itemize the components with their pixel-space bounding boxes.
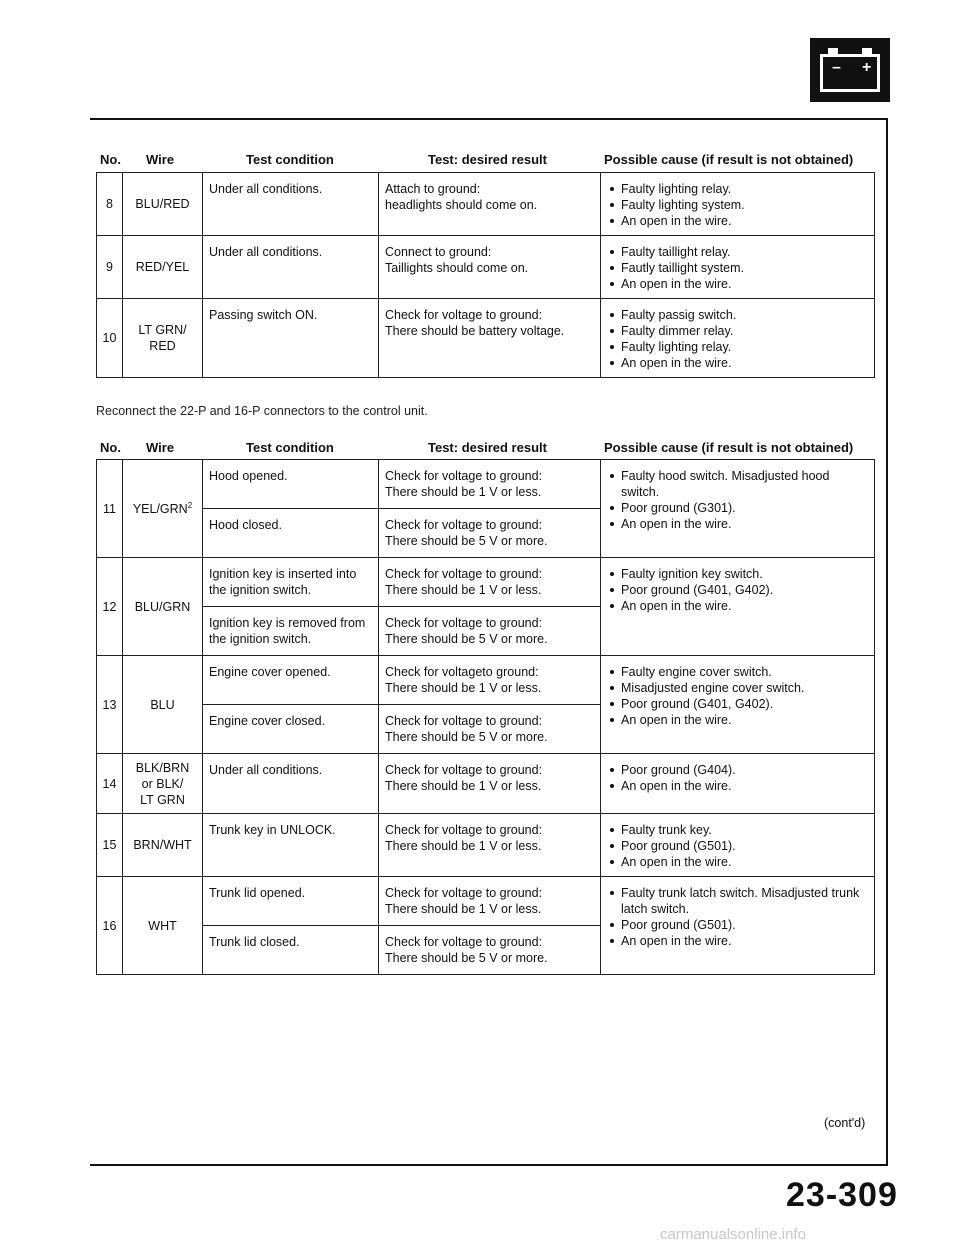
table-row: [97, 299, 875, 378]
table-row: [97, 236, 875, 299]
cause-item: An open in the wire.: [607, 933, 868, 949]
cause-item: Faulty trunk key.: [607, 822, 868, 838]
row-test-condition: Ignition key is removed from the ignition switch.: [203, 607, 379, 656]
cause-item: Faulty lighting relay.: [607, 181, 868, 197]
row-no: 10: [97, 299, 123, 378]
row-test-condition: Trunk key in UNLOCK.: [203, 814, 379, 877]
table1-header: [96, 152, 872, 172]
table-row: [97, 558, 875, 607]
cause-item: An open in the wire.: [607, 854, 868, 870]
row-possible-cause: [601, 460, 875, 558]
cause-item: An open in the wire.: [607, 213, 868, 229]
row-wire: BLK/BRN or BLK/ LT GRN: [123, 754, 203, 814]
header-possible-cause: Possible cause (if result is not obtained): [604, 152, 854, 167]
cause-item: Faulty engine cover switch.: [607, 664, 868, 680]
cause-item: Faulty passig switch.: [607, 307, 868, 323]
row-possible-cause: [601, 558, 875, 656]
header-test-condition: Test condition: [246, 152, 334, 167]
cause-item: Poor ground (G401, G402).: [607, 696, 868, 712]
row-possible-cause: [601, 236, 875, 299]
cause-item: Faulty taillight relay.: [607, 244, 868, 260]
battery-plus-icon: +: [862, 59, 872, 76]
reconnect-note: Reconnect the 22-P and 16-P connectors to the control unit.: [96, 404, 428, 418]
cause-item: An open in the wire.: [607, 712, 868, 728]
cause-item: Faulty lighting relay.: [607, 339, 868, 355]
header-wire: Wire: [146, 152, 175, 167]
row-test-condition: Passing switch ON.: [203, 299, 379, 378]
row-desired-result: Check for voltageto ground: There should be 1 V or less.: [379, 656, 601, 705]
table-row: [97, 656, 875, 705]
row-no: 9: [97, 236, 123, 299]
cause-item: Faulty lighting system.: [607, 197, 868, 213]
cause-item: Fautly taillight system.: [607, 260, 868, 276]
row-wire: BLU: [123, 656, 203, 754]
cause-item: Poor ground (G501).: [607, 917, 868, 933]
row-possible-cause: [601, 656, 875, 754]
right-rule: [886, 118, 888, 1164]
cause-item: An open in the wire.: [607, 355, 868, 371]
row-test-condition: Under all conditions.: [203, 754, 379, 814]
cause-item: An open in the wire.: [607, 598, 868, 614]
row-test-condition: Trunk lid opened.: [203, 877, 379, 926]
cause-item: Faulty trunk latch switch. Misadjusted trunk latch switch.: [607, 885, 868, 917]
site-watermark: carmanualsonline.info: [660, 1226, 806, 1243]
row-possible-cause: [601, 299, 875, 378]
row-wire: BLU/GRN: [123, 558, 203, 656]
row-desired-result: Connect to ground: Taillights should come on.: [379, 236, 601, 299]
cause-item: Misadjusted engine cover switch.: [607, 680, 868, 696]
header-no: No.: [100, 152, 121, 167]
row-no: 14: [97, 754, 123, 814]
row-no: 12: [97, 558, 123, 656]
row-possible-cause: [601, 814, 875, 877]
cause-item: Faulty hood switch. Misadjusted hood switch.: [607, 468, 868, 500]
table-row: [97, 460, 875, 509]
table-row: [97, 814, 875, 877]
row-test-condition: Ignition key is inserted into the ignition switch.: [203, 558, 379, 607]
row-test-condition: Engine cover opened.: [203, 656, 379, 705]
table2-header: [96, 440, 872, 460]
top-rule: [90, 118, 888, 120]
row-wire: LT GRN/ RED: [123, 299, 203, 378]
row-desired-result: Attach to ground: headlights should come on.: [379, 173, 601, 236]
cause-item: Poor ground (G404).: [607, 762, 868, 778]
continued-note: (cont'd): [824, 1116, 866, 1130]
header-no: No.: [100, 440, 121, 455]
row-desired-result: Check for voltage to ground: There should be 1 V or less.: [379, 558, 601, 607]
row-no: 13: [97, 656, 123, 754]
row-wire: YEL/GRN$^2$: [123, 460, 203, 558]
row-possible-cause: [601, 877, 875, 975]
row-wire: RED/YEL: [123, 236, 203, 299]
header-wire: Wire: [146, 440, 175, 455]
row-no: 8: [97, 173, 123, 236]
row-desired-result: Check for voltage to ground: There should be 1 V or less.: [379, 877, 601, 926]
cause-item: Poor ground (G301).: [607, 500, 868, 516]
battery-section-icon: [810, 38, 890, 102]
header-desired-result: Test: desired result: [428, 152, 547, 167]
row-test-condition: Hood closed.: [203, 509, 379, 558]
cause-item: Faulty ignition key switch.: [607, 566, 868, 582]
header-test-condition: Test condition: [246, 440, 334, 455]
table1: [96, 172, 875, 378]
table-row: [97, 877, 875, 926]
row-test-condition: Hood opened.: [203, 460, 379, 509]
row-desired-result: Check for voltage to ground: There should be 5 V or more.: [379, 607, 601, 656]
row-possible-cause: [601, 173, 875, 236]
page-number: 23-309: [786, 1176, 898, 1214]
row-test-condition: Under all conditions.: [203, 173, 379, 236]
bottom-rule: [90, 1164, 888, 1166]
row-wire: WHT: [123, 877, 203, 975]
table2: [96, 459, 875, 975]
row-test-condition: Trunk lid closed.: [203, 926, 379, 975]
table-row: [97, 173, 875, 236]
row-desired-result: Check for voltage to ground: There should be 1 V or less.: [379, 460, 601, 509]
row-desired-result: Check for voltage to ground: There should be 1 V or less.: [379, 754, 601, 814]
cause-item: Poor ground (G501).: [607, 838, 868, 854]
row-desired-result: Check for voltage to ground: There should be 5 V or more.: [379, 926, 601, 975]
row-desired-result: Check for voltage to ground: There should be 5 V or more.: [379, 705, 601, 754]
row-desired-result: Check for voltage to ground: There should be battery voltage.: [379, 299, 601, 378]
header-possible-cause: Possible cause (if result is not obtained): [604, 440, 854, 455]
row-no: 15: [97, 814, 123, 877]
table-row: [97, 754, 875, 814]
cause-item: An open in the wire.: [607, 516, 868, 532]
header-desired-result: Test: desired result: [428, 440, 547, 455]
cause-item: Faulty dimmer relay.: [607, 323, 868, 339]
row-desired-result: Check for voltage to ground: There should be 5 V or more.: [379, 509, 601, 558]
cause-item: Poor ground (G401, G402).: [607, 582, 868, 598]
cause-item: An open in the wire.: [607, 276, 868, 292]
row-no: 16: [97, 877, 123, 975]
row-wire: BRN/WHT: [123, 814, 203, 877]
row-possible-cause: [601, 754, 875, 814]
row-test-condition: Engine cover closed.: [203, 705, 379, 754]
row-desired-result: Check for voltage to ground: There should be 1 V or less.: [379, 814, 601, 877]
row-test-condition: Under all conditions.: [203, 236, 379, 299]
row-no: 11: [97, 460, 123, 558]
battery-minus-icon: –: [832, 59, 841, 76]
row-wire: BLU/RED: [123, 173, 203, 236]
cause-item: An open in the wire.: [607, 778, 868, 794]
